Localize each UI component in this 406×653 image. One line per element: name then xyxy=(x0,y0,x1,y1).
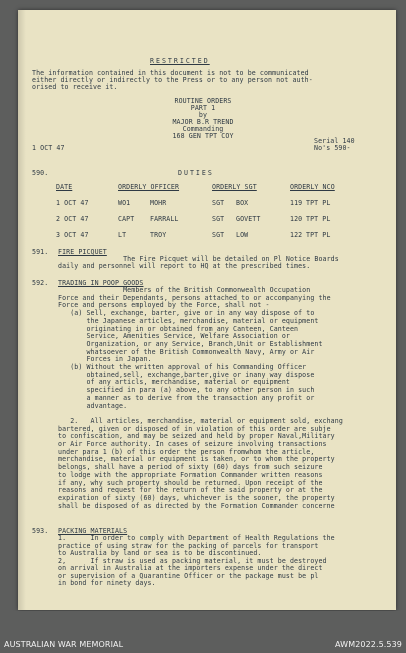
trading-line: bartered, given or disposed of in violation of this order are subje xyxy=(58,424,331,433)
trading-line: obtained,sell, exchange,barter,give or inany way dispose xyxy=(58,370,315,379)
sgt-name: BOX xyxy=(236,199,249,207)
officer-name: TROY xyxy=(150,231,167,239)
trading-line: a manner as to derive from the transaction any profit or xyxy=(58,393,315,402)
duties-col-date: DATE xyxy=(56,183,73,191)
trading-line: Force and persons employed by the Force, shall not - xyxy=(58,301,270,310)
item-number-593: 593. xyxy=(32,527,49,535)
trading-line: Service, Amenities Service, Welfare Association or xyxy=(58,332,290,341)
duties-col-officer: ORDERLY OFFICER xyxy=(118,183,180,191)
sgt-name: LOW xyxy=(236,231,249,239)
orders-by: by xyxy=(198,111,208,119)
packing-line: in bond for ninety days. xyxy=(58,579,156,587)
trading-line: 2. All articles, merchandise, material or equipment sold, exchang xyxy=(58,416,343,425)
trading-line: or Air Force authority. In cases of seizure involving transactions xyxy=(58,440,327,448)
security-notice-line-1: The information contained in this document is not to be communicated xyxy=(32,69,309,77)
sgt-rank: SGT xyxy=(212,215,225,223)
trading-line: Force and their Dependants, persons attached to or accompanying the xyxy=(58,293,331,302)
trading-line: specified in para (a) above, to any other person in such xyxy=(58,386,315,395)
packing-heading: PACKING MATERIALS xyxy=(58,527,128,535)
fire-picquet-line-2: daily and personnel will report to HQ at the prescribed times. xyxy=(58,262,311,270)
trading-line: (a) Sell, exchange, barter, give or in any way dispose of to xyxy=(58,309,315,318)
item-number-592: 592. xyxy=(32,279,49,287)
trading-line: merchandise, material or equipment is taken, or to whom the property xyxy=(58,455,335,464)
officer-rank: LT xyxy=(118,231,127,239)
sgt-rank: SGT xyxy=(212,231,225,239)
orders-part: PART 1 xyxy=(190,104,216,112)
duties-col-nco: ORDERLY NCO xyxy=(290,183,335,191)
sgt-rank: SGT xyxy=(212,199,225,207)
item-number-591: 591. xyxy=(32,248,49,256)
trading-line: under para 1 (b) of this order the person fromwhom the article, xyxy=(58,447,315,456)
trading-line: Members of the British Commonwealth Occupation xyxy=(58,286,311,294)
duty-date: 3 OCT 47 xyxy=(56,231,89,239)
officer-rank: CAPT xyxy=(118,215,135,223)
nco-number: 120 xyxy=(290,215,303,223)
footer-catalogue-id: AWM2022.5.539 xyxy=(335,640,402,649)
nco-unit: TPT PL xyxy=(306,215,331,223)
trading-line: if any, why such property should be returned. Upon receipt of the xyxy=(58,478,323,487)
trading-line: the Japanese articles, merchandise, material or equipment xyxy=(58,316,319,325)
duties-col-sgt: ORDERLY SGT xyxy=(212,183,257,191)
trading-line: originating in or obtained from any Canteen, Canteen xyxy=(58,324,299,333)
trading-line: of any articls, merchandise, material or equipment xyxy=(58,378,290,387)
trading-line: expiration of sixty (60) days, whichever is the sooner, the property xyxy=(58,493,335,502)
officer-name: FARRALL xyxy=(150,215,179,223)
order-numbers: No's 590- xyxy=(314,144,351,152)
fire-picquet-heading: FIRE PICQUET xyxy=(58,248,107,256)
fire-picquet-line-1: The Fire Picquet will be detailed on Pl Notice Boards xyxy=(58,255,339,263)
document-page xyxy=(18,10,396,610)
packing-line: or supervision of a Quarantine Officer or the package must be pl xyxy=(58,571,319,580)
trading-line: reasons and request for the return of the said property or at the xyxy=(58,486,323,495)
serial-number: Serial 140 xyxy=(314,137,355,145)
nco-unit: TPT PL xyxy=(306,231,331,239)
nco-number: 122 xyxy=(290,231,303,239)
footer-bar xyxy=(0,611,406,653)
trading-line: whatsoever of the British Commonwealth Navy, Army or Air xyxy=(58,347,315,356)
packing-line: 1. In order to comply with Department of Health Regulations the xyxy=(58,534,335,542)
security-notice-line-3: orised to receive it. xyxy=(32,83,118,91)
sgt-name: GOVETT xyxy=(236,215,261,223)
orders-date: 1 OCT 47 xyxy=(32,144,65,152)
nco-unit: TPT PL xyxy=(306,199,331,207)
nco-number: 119 xyxy=(290,199,303,207)
trading-heading: TRADING IN POOP GOODS xyxy=(58,279,144,287)
officer-name: MOHR xyxy=(150,199,167,207)
trading-line: to confiscation, and may be seized and held by proper Naval,Military xyxy=(58,432,335,441)
trading-line: shall be disposed of as directed by the Formation Commander concerne xyxy=(58,501,335,510)
trading-line: to lodge with the appropriate Formation Commander written reasons xyxy=(58,470,323,479)
trading-line: Organization, or any Service, Branch,Unit or Establishment xyxy=(58,339,323,348)
item-number-590: 590. xyxy=(32,169,49,177)
trading-line: advantage. xyxy=(58,401,128,410)
orders-unit: 168 GEN TPT COY xyxy=(172,132,234,140)
orders-commanding: Commanding xyxy=(182,125,224,133)
trading-line: belongs, shall have a period of sixty (60) days from such seizure xyxy=(58,463,323,472)
packing-line: on arrival in Australia at the importers expense under the direct xyxy=(58,564,323,572)
orders-title: ROUTINE ORDERS xyxy=(174,97,232,105)
duty-date: 2 OCT 47 xyxy=(56,215,89,223)
packing-line: 2, If straw is used as packing material, it must be destroyed xyxy=(58,556,327,565)
restricted-label: RESTRICTED xyxy=(150,57,210,65)
trading-line: Forces in Japan. xyxy=(58,355,152,364)
duties-heading: DUTIES xyxy=(178,169,214,177)
security-notice-line-2: either directly or indirectly to the Press or to any person not auth- xyxy=(32,76,313,84)
packing-line: to Australia by land or sea is to be discontinued. xyxy=(58,549,262,557)
orders-commander: MAJOR B.R TREND xyxy=(172,118,234,126)
packing-line: practice of using straw for the packing of parcels for transport xyxy=(58,541,319,550)
officer-rank: WO1 xyxy=(118,199,131,207)
trading-line: (b) Without the written approval of his Commanding Officer xyxy=(58,363,307,371)
page-shadow xyxy=(18,10,26,610)
duty-date: 1 OCT 47 xyxy=(56,199,89,207)
footer-institution: AUSTRALIAN WAR MEMORIAL xyxy=(4,640,124,649)
